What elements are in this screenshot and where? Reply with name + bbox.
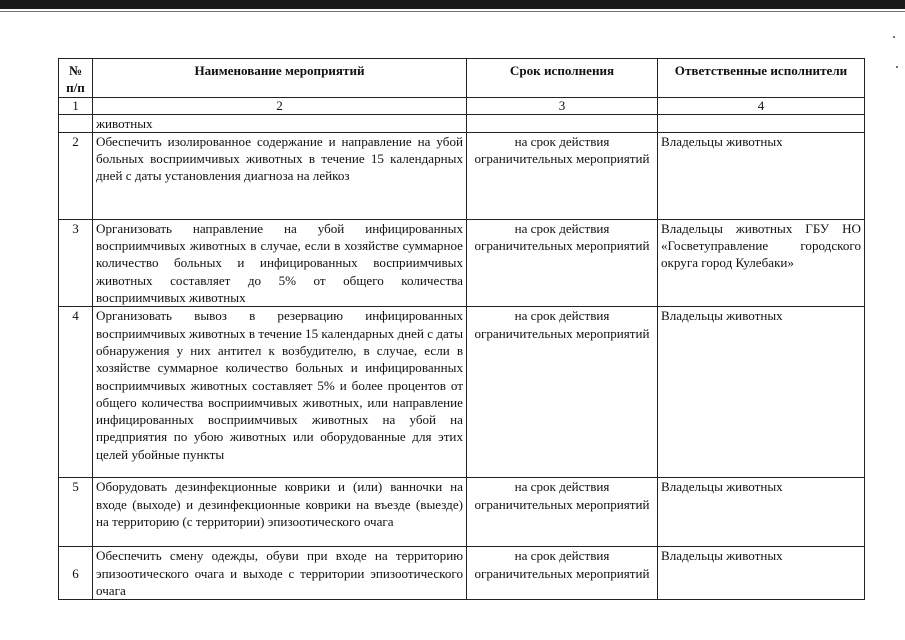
- measures-table: [58, 58, 865, 600]
- row-name-cell: Обеспечить изолированное содержание и направление на убой больных восприимчивых животных в течение 15 календарных дней с даты установления диагноза на лейкоз: [93, 132, 467, 219]
- row-term-cell: на срок действия ограничительных мероприятий: [467, 307, 658, 478]
- column-number: 2: [93, 97, 467, 114]
- table-row: [59, 478, 865, 547]
- row-num-cell: 5: [59, 478, 93, 547]
- scan-speck: [893, 36, 895, 38]
- top-border-rule: [0, 0, 905, 9]
- column-number: 1: [59, 97, 93, 114]
- row-term-cell: [467, 114, 658, 132]
- row-term-cell: на срок действия ограничительных мероприятий: [467, 478, 658, 547]
- column-number: 3: [467, 97, 658, 114]
- row-name-cell: Оборудовать дезинфекционные коврики и (или) ванночки на входе (выходе) и дезинфекционные коврики на въезде (выезде) на территорию (с территории) эпизоотического очага: [93, 478, 467, 547]
- row-name-cell: Организовать вывоз в резервацию инфицированных восприимчивых животных в течение 15 календарных дней с даты обнаружения у них антител к возбудителю, в случае, если в хозяйстве суммарное количество больных и инфицированных восприимчивых животных составляет 5% и более процентов от общего количества восприимчивых животных, или направление инфицированных восприимчивых животных на убой на предприятия по убою животных или оборудованные для этих целей убойные пункты: [93, 307, 467, 478]
- header-term: Срок исполнения: [467, 59, 658, 98]
- row-term-cell: на срок действия ограничительных мероприятий: [467, 132, 658, 219]
- row-num-cell: 3: [59, 219, 93, 306]
- row-name-cell: Организовать направление на убой инфицированных восприимчивых животных в случае, если в хозяйстве суммарное количество больных и инфицированных восприимчивых животных составляет до 5% от общего количества восприимчивых животных: [93, 219, 467, 306]
- table-row-continuation: [59, 114, 865, 132]
- header-num: № п/п: [59, 59, 93, 98]
- row-num-cell: 6: [59, 547, 93, 600]
- table-row: [59, 219, 865, 306]
- row-resp-cell: Владельцы животных: [658, 478, 865, 547]
- row-term-cell: на срок действия ограничительных мероприятий: [467, 219, 658, 306]
- column-number: 4: [658, 97, 865, 114]
- row-name-cell: Обеспечить смену одежды, обуви при входе на территорию эпизоотического очага и выходе с территории эпизоотического очага: [93, 547, 467, 600]
- header-name: Наименование мероприятий: [93, 59, 467, 98]
- top-border-thin-rule: [0, 11, 905, 12]
- table-row: [59, 132, 865, 219]
- row-resp-cell: Владельцы животных: [658, 307, 865, 478]
- scan-speck: [896, 66, 898, 68]
- table-header-row: [59, 59, 865, 98]
- row-resp-cell: Владельцы животных: [658, 132, 865, 219]
- row-term-cell: на срок действия ограничительных мероприятий: [467, 547, 658, 600]
- column-numbers-row: [59, 97, 865, 114]
- row-resp-cell: [658, 114, 865, 132]
- row-num-cell: [59, 114, 93, 132]
- row-resp-cell: Владельцы животных: [658, 547, 865, 600]
- header-resp: Ответственные исполнители: [658, 59, 865, 98]
- table-row: [59, 547, 865, 600]
- row-resp-cell: Владельцы животных ГБУ НО «Госветуправление городского округа город Кулебаки»: [658, 219, 865, 306]
- row-num-cell: 4: [59, 307, 93, 478]
- table-row: [59, 307, 865, 478]
- row-name-cell: животных: [93, 114, 467, 132]
- row-num-cell: 2: [59, 132, 93, 219]
